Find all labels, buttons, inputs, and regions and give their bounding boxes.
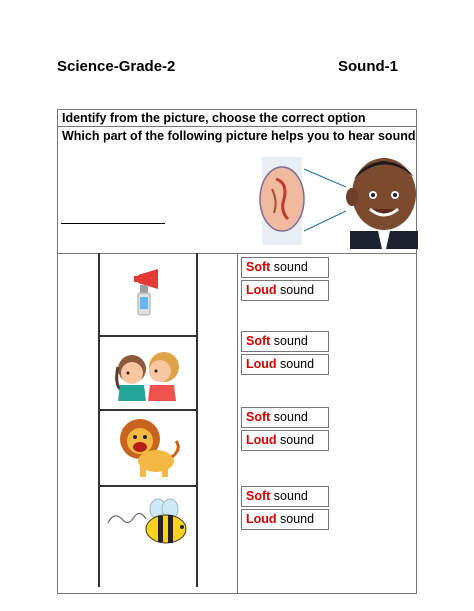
option-loud-sound-row-1[interactable]	[241, 280, 329, 301]
option-soft-sound-row-4[interactable]	[241, 486, 329, 507]
instruction-row	[58, 110, 416, 127]
option-keyword: Loud	[246, 357, 277, 371]
option-label: sound	[270, 260, 308, 274]
question-text: Which part of the following picture helps you to hear sound	[62, 129, 416, 143]
option-label: sound	[276, 433, 315, 447]
picture-column	[98, 253, 198, 587]
picture-cell-3	[100, 411, 196, 487]
instruction-text: Identify from the picture, choose the correct option	[62, 111, 366, 125]
option-loud-sound-row-4[interactable]	[241, 509, 329, 530]
girls-whispering-icon	[110, 345, 186, 401]
option-label: sound	[276, 357, 315, 371]
option-loud-sound-row-2[interactable]	[241, 354, 329, 375]
option-soft-sound-row-2[interactable]	[241, 331, 329, 352]
option-keyword: Soft	[246, 489, 271, 503]
option-keyword: Loud	[246, 433, 277, 447]
answer-blank[interactable]	[61, 223, 165, 224]
option-label: sound	[270, 410, 308, 424]
buzzing-bee-icon	[104, 497, 192, 547]
option-loud-sound-row-3[interactable]	[241, 430, 329, 451]
question-row	[58, 127, 416, 254]
roaring-lion-icon	[114, 415, 184, 481]
worksheet-subtitle: Sound-1	[338, 58, 398, 75]
option-label: sound	[270, 489, 308, 503]
ear-boy-picture	[254, 149, 418, 249]
option-keyword: Soft	[246, 334, 271, 348]
worksheet-table	[57, 109, 417, 594]
picture-cell-2	[100, 337, 196, 411]
option-label: sound	[276, 512, 315, 526]
option-keyword: Soft	[246, 260, 271, 274]
option-label: sound	[276, 283, 315, 297]
option-keyword: Loud	[246, 283, 277, 297]
column-divider	[237, 254, 238, 594]
option-label: sound	[270, 334, 308, 348]
air-horn-icon	[130, 267, 166, 319]
picture-cell-1	[100, 253, 196, 337]
option-soft-sound-row-3[interactable]	[241, 407, 329, 428]
option-keyword: Soft	[246, 410, 271, 424]
option-keyword: Loud	[246, 512, 277, 526]
picture-cell-4	[100, 487, 196, 559]
option-soft-sound-row-1[interactable]	[241, 257, 329, 278]
worksheet-title: Science-Grade-2	[57, 58, 176, 75]
